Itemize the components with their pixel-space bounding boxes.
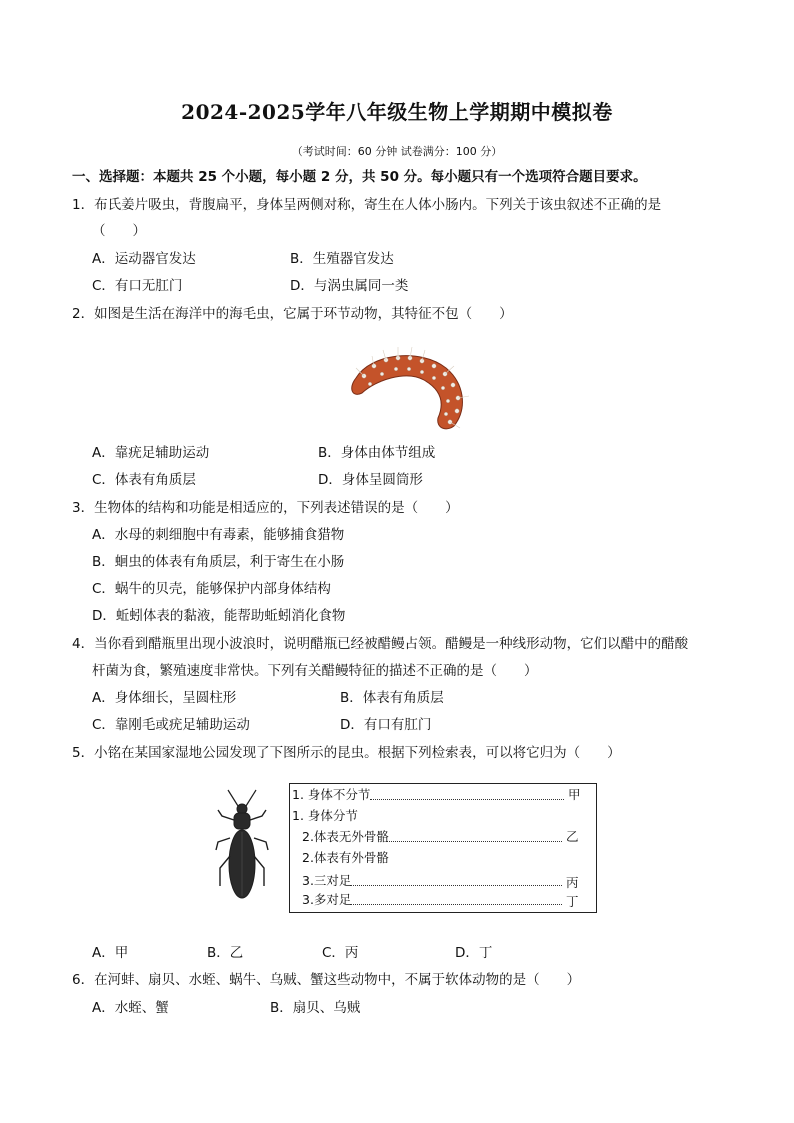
question-4-option-a[interactable]: A．身体细长，呈圆柱形 <box>92 690 237 706</box>
question-4-option-d[interactable]: D．有口有肛门 <box>340 717 432 733</box>
identification-key-table <box>289 783 597 913</box>
question-3-option-b[interactable]: B．蛔虫的体表有角质层，利于寄生在小肠 <box>92 554 345 570</box>
question-1-stem-cont: （ ） <box>92 223 146 239</box>
question-5-option-b[interactable]: B．乙 <box>207 945 244 961</box>
question-3-option-a[interactable]: A．水母的刺细胞中有毒素，能够捕食猎物 <box>92 527 345 543</box>
sea-caterpillar-image <box>346 338 481 434</box>
question-6-stem: 6．在河蚌、扇贝、水蛭、蜗牛、乌贼、蟹这些动物中，不属于软体动物的是（ ） <box>72 972 581 988</box>
question-4-stem: 4．当你看到醋瓶里出现小波浪时，说明醋瓶已经被醋鳗占领。醋鳗是一种线形动物，它们以醋中的醋酸 <box>72 636 689 652</box>
key-dots <box>370 799 564 800</box>
question-5-option-a[interactable]: A．甲 <box>92 945 129 961</box>
question-3-option-d[interactable]: D．蚯蚓体表的黏液，能帮助蚯蚓消化食物 <box>92 608 346 624</box>
question-2-option-c[interactable]: C．体表有角质层 <box>92 472 196 488</box>
question-5-option-c[interactable]: C．丙 <box>322 945 359 961</box>
key-row-3: 2.体表无外骨骼 <box>302 829 389 844</box>
question-1-option-a[interactable]: A．运动器官发达 <box>92 251 196 267</box>
beetle-image <box>212 786 272 916</box>
question-1-stem: 1．布氏姜片吸虫，背腹扁平，身体呈两侧对称，寄生在人体小肠内。下列关于该虫叙述不正确的是 <box>72 197 662 213</box>
key-row-5: 3.三对足 <box>302 873 352 888</box>
question-4-stem-cont: 杆菌为食，繁殖速度非常快。下列有关醋鳗特征的描述不正确的是（ ） <box>92 663 538 679</box>
key-row-4: 2.体表有外骨骼 <box>302 850 389 865</box>
question-3-option-c[interactable]: C．蜗牛的贝壳，能够保护内部身体结构 <box>92 581 331 597</box>
exam-info: （考试时间：60 分钟 试卷满分：100 分） <box>291 145 503 158</box>
question-2-option-a[interactable]: A．靠疣足辅助运动 <box>92 445 210 461</box>
question-1-option-b[interactable]: B．生殖器官发达 <box>290 251 394 267</box>
question-4-option-b[interactable]: B．体表有角质层 <box>340 690 444 706</box>
page-title: 2024-2025学年八年级生物上学期期中模拟卷 <box>181 100 613 124</box>
caterpillar-illustration <box>352 347 469 429</box>
key-dots <box>386 841 562 842</box>
key-dots <box>350 885 562 886</box>
key-row-6: 3.多对足 <box>302 892 352 907</box>
question-3-stem: 3．生物体的结构和功能是相适应的，下列表述错误的是（ ） <box>72 500 459 516</box>
question-2-option-d[interactable]: D．身体呈圆筒形 <box>318 472 423 488</box>
question-6-option-a[interactable]: A．水蛭、蟹 <box>92 1000 169 1016</box>
question-5-stem: 5．小铭在某国家湿地公园发现了下图所示的昆虫。根据下列检索表，可以将它归为（ ） <box>72 745 621 761</box>
key-result-3: 乙 <box>566 829 579 844</box>
question-1-option-c[interactable]: C．有口无肛门 <box>92 278 183 294</box>
beetle-illustration <box>216 790 268 898</box>
question-4-option-c[interactable]: C．靠刚毛或疣足辅助运动 <box>92 717 250 733</box>
question-1-option-d[interactable]: D．与涡虫属同一类 <box>290 278 409 294</box>
key-result-1: 甲 <box>568 787 581 802</box>
question-2-option-b[interactable]: B．身体由体节组成 <box>318 445 436 461</box>
key-result-5: 丙 <box>566 875 579 890</box>
question-5-option-d[interactable]: D．丁 <box>455 945 493 961</box>
section-heading: 一、选择题：本题共 25 个小题，每小题 2 分，共 50 分。每小题只有一个选项符合题目要求。 <box>72 169 647 185</box>
question-2-stem: 2．如图是生活在海洋中的海毛虫，它属于环节动物，其特征不包（ ） <box>72 306 513 322</box>
key-row-1: 1. 身体不分节 <box>292 787 371 802</box>
key-dots <box>350 904 562 905</box>
key-result-6: 丁 <box>566 894 579 909</box>
question-6-option-b[interactable]: B．扇贝、乌贼 <box>270 1000 361 1016</box>
key-row-2: 1. 身体分节 <box>292 808 358 823</box>
